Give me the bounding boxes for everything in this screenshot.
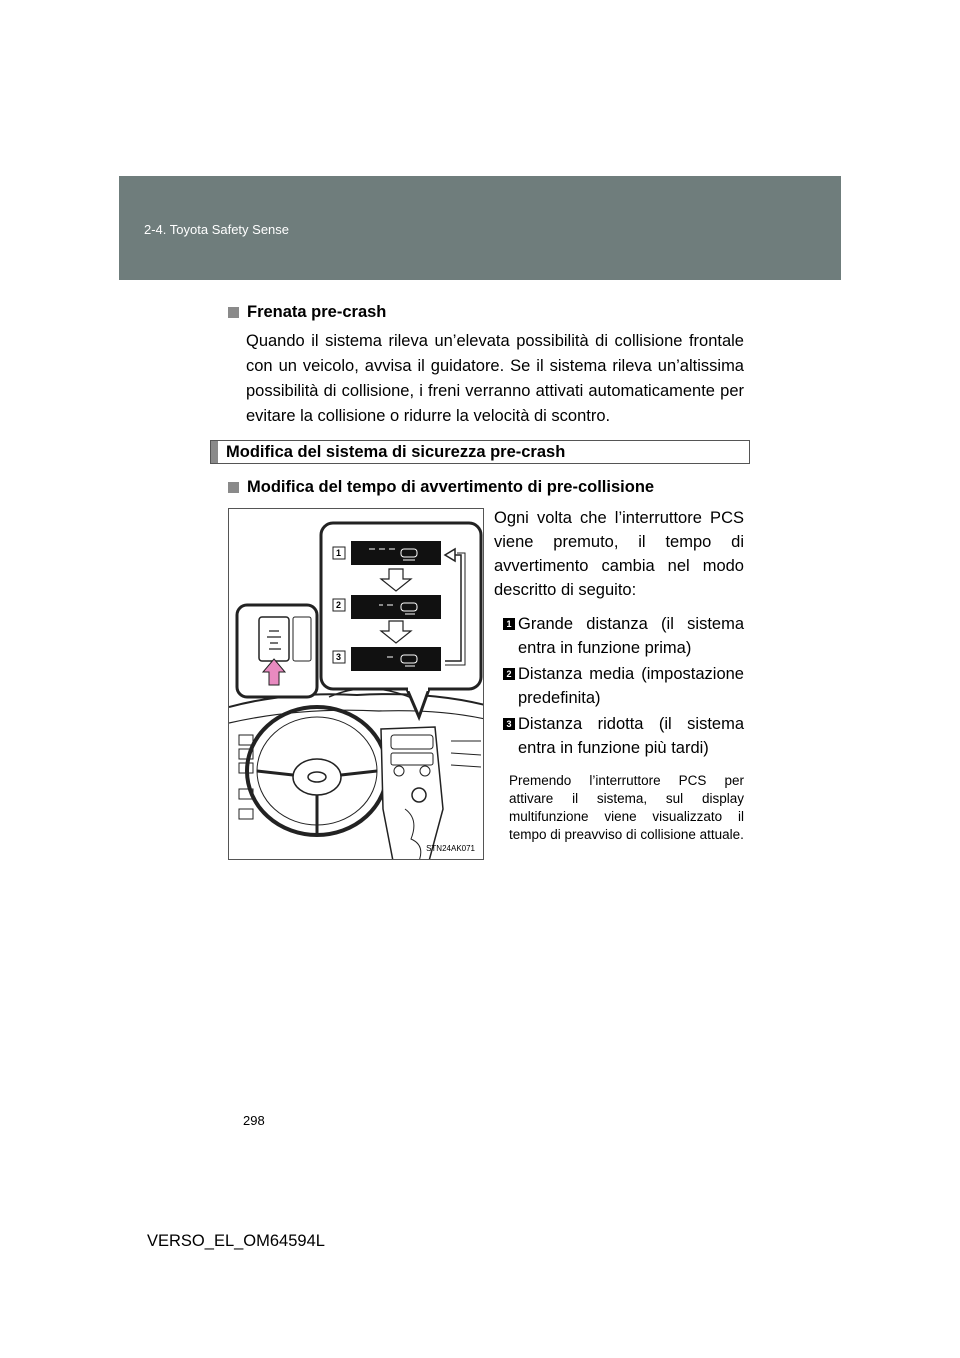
- warning-timing-heading-text: Modifica del tempo di avvertimento di pre-collisione: [247, 478, 655, 496]
- list-item: [494, 712, 744, 760]
- step-text: Distanza media (impostazione predefinita): [518, 665, 744, 707]
- pcs-switch-illustration: [228, 508, 484, 860]
- page-number: 298: [243, 1113, 265, 1128]
- warning-timing-heading: [228, 478, 654, 497]
- note-text: Premendo l’interruttore PCS per attivare il sistema, sul display multifunzione viene visualizzato il tempo di preavviso di collisione attuale.: [509, 773, 744, 842]
- list-item: [494, 612, 744, 660]
- figure-code: STN24AK071: [426, 844, 475, 853]
- step-number-badge: 2: [503, 668, 515, 680]
- pre-crash-braking-body: Quando il sistema rileva un’elevata possibilità di collisione frontale con un veicolo, avvisa il guidatore. Se il sistema rileva un’altissima possibilità di collisione, i freni verranno attivati automaticamente per evitare la collisione o ridurre la velocità di scontro.: [246, 332, 744, 425]
- square-bullet-icon: [228, 482, 239, 493]
- pre-crash-braking-heading: [228, 303, 386, 322]
- heading-accent-bar: [211, 441, 218, 463]
- section-title: 2-4. Toyota Safety Sense: [144, 222, 290, 237]
- customization-box-heading: [210, 440, 750, 464]
- step-number-badge: 1: [503, 618, 515, 630]
- callout-number-1: 1: [336, 548, 342, 558]
- dashboard-drawing: [229, 509, 484, 860]
- step-text: Grande distanza (il sistema entra in funzione prima): [518, 615, 744, 657]
- list-item: [494, 662, 744, 710]
- callout-number-3: 3: [336, 652, 342, 662]
- warning-timing-description: [494, 506, 744, 844]
- document-code: VERSO_EL_OM64594L: [147, 1232, 325, 1250]
- pre-crash-braking-heading-text: Frenata pre-crash: [247, 303, 387, 321]
- step-number-badge: 3: [503, 718, 515, 730]
- customization-box-heading-text: Modifica del sistema di sicurezza pre-crash: [226, 443, 566, 461]
- callout-number-2: 2: [336, 600, 342, 610]
- square-bullet-icon: [228, 307, 239, 318]
- step-text: Distanza ridotta (il sistema entra in funzione più tardi): [518, 715, 744, 757]
- intro-text: Ogni volta che l’interruttore PCS viene premuto, il tempo di avvertimento cambia nel modo descritto di seguito:: [494, 509, 744, 599]
